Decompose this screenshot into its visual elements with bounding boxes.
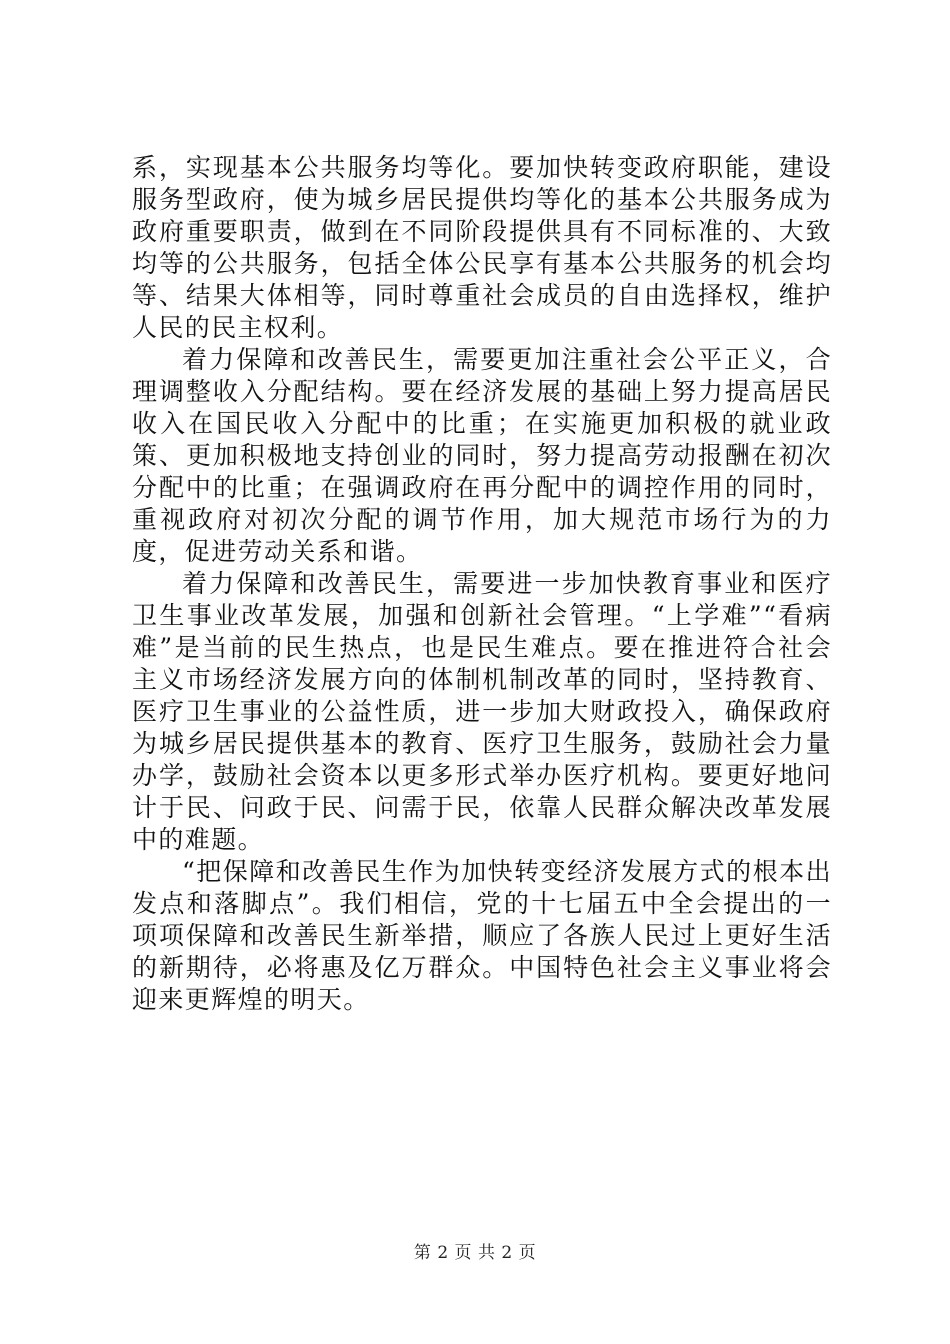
paragraph-3: 着力保障和改善民生，需要进一步加快教育事业和医疗卫生事业改革发展，加强和创新社会管理。“上学难”“看病难”是当前的民生热点，也是民生难点。要在推进符合社会主义市场经济发展方向的体制机制改革的同时，坚持教育、医疗卫生事业的公益性质，进一步加大财政投入，确保政府为城乡居民提供基本的教育、医疗卫生服务，鼓励社会力量办学，鼓励社会资本以更多形式举办医疗机构。要更好地问计于民、问政于民、问需于民，依靠人民群众解决改革发展中的难题。 <box>132 569 832 854</box>
paragraph-4: “把保障和改善民生作为加快转变经济发展方式的根本出发点和落脚点”。我们相信，党的十七届五中全会提出的一项项保障和改善民生新举措，顺应了各族人民过上更好生活的新期待，必将惠及亿万群众。中国特色社会主义事业将会迎来更辉煌的明天。 <box>132 857 832 1014</box>
paragraph-2: 着力保障和改善民生，需要更加注重社会公平正义，合理调整收入分配结构。要在经济发展的基础上努力提高居民收入在国民收入分配中的比重；在实施更加积极的就业政策、更加积极地支持创业的同时，努力提高劳动报酬在初次分配中的比重；在强调政府在再分配中的调控作用的同时，重视政府对初次分配的调节作用，加大规范市场行为的力度，促进劳动关系和谐。 <box>132 345 832 566</box>
page-number-footer: 第 2 页 共 2 页 <box>413 1243 537 1263</box>
paragraph-1: 系，实现基本公共服务均等化。要加快转变政府职能，建设服务型政府，使为城乡居民提供均等化的基本公共服务成为政府重要职责，做到在不同阶段提供具有不同标准的、大致均等的公共服务，包括全体公民享有基本公共服务的机会均等、结果大体相等，同时尊重社会成员的自由选择权，维护人民的民主权利。 <box>132 153 832 342</box>
document-body <box>132 152 832 1016</box>
